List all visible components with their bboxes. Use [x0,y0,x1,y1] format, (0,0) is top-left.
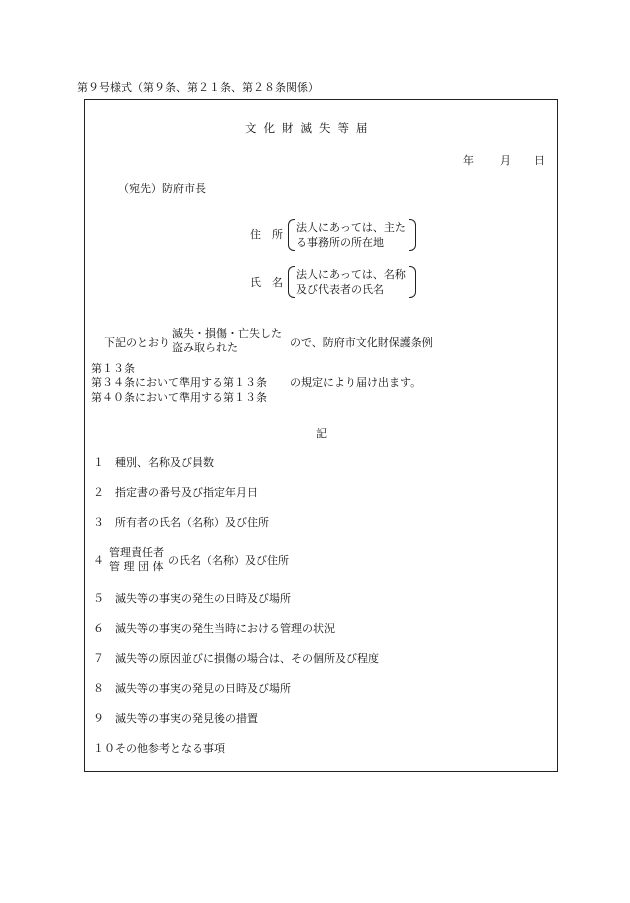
name-note [288,267,416,297]
statement-clause-3: 第４０条において準用する第１３条 [91,391,267,404]
item4-option-organization: 管 理 団 体 [109,560,164,573]
left-bracket [288,266,295,298]
address-label: 住 所 [250,228,283,241]
date-year-label: 年 [463,154,474,167]
list-item [93,683,291,694]
list-item [93,713,258,724]
item-text: 滅失等の事実の発見後の措置 [115,712,258,725]
item-number: １ [93,456,104,469]
addressee: （宛先）防府市長 [118,182,206,195]
item-text: 種別、名称及び員数 [115,456,214,469]
statement-clause-2: 第３４条において準用する第１３条 [91,376,267,389]
statement-option-lost: 滅失・損傷・亡失した [172,327,282,340]
form-number-label: 第９号様式（第９条、第２１条、第２８条関係） [77,81,319,94]
statement-prefix: 下記のとおり [104,336,170,349]
list-item [93,487,258,498]
list-item [93,457,214,468]
item-number: ４ [93,554,104,567]
item-number: ２ [93,486,104,499]
address-note-line2: る事務所の所在地 [296,236,384,249]
date-day-label: 日 [534,154,545,167]
item-number: ５ [93,592,104,605]
list-item [93,653,379,664]
item-text: 滅失等の事実の発生当時における管理の状況 [115,622,335,635]
list-item [93,593,291,604]
name-label: 氏 名 [250,276,283,289]
item-text: 指定書の番号及び指定年月日 [115,486,258,499]
item-text: 滅失等の原因並びに損傷の場合は、その個所及び程度 [115,652,379,665]
list-item [93,743,225,754]
address-note [288,220,416,250]
name-note-line2: 及び代表者の氏名 [296,283,384,296]
right-bracket [409,219,416,251]
date-month-label: 月 [500,154,511,167]
item4-text: の氏名（名称）及び住所 [168,554,289,567]
item-number: ６ [93,622,104,635]
statement-options [172,327,282,355]
address-note-line1: 法人にあっては、主た [296,221,406,234]
item-text: 滅失等の事実の発生の日時及び場所 [115,592,291,605]
item4-options [109,546,164,574]
item-text: 所有者の氏名（名称）及び住所 [115,516,269,529]
item4-option-manager: 管理責任者 [109,546,164,559]
name-note-line1: 法人にあっては、名称 [296,268,406,281]
statement-suffix: の規定により届け出ます。 [290,376,422,389]
item-number: ７ [93,652,104,665]
item-number: １０ [93,742,115,755]
document-title: 文化財滅失等届 [245,121,375,135]
list-item [93,623,335,634]
item-text: 滅失等の事実の発見の日時及び場所 [115,682,291,695]
statement-option-stolen: 盗み取られた [172,341,238,354]
item-text: その他参考となる事項 [115,742,225,755]
left-bracket [288,219,295,251]
item-number: ８ [93,682,104,695]
statement-middle: ので、防府市文化財保護条例 [290,336,433,349]
item-number: ３ [93,516,104,529]
item-number: ９ [93,712,104,725]
list-item [93,517,269,528]
ki-heading: 記 [316,427,327,440]
statement-clause-1: 第１３条 [91,362,135,375]
right-bracket [409,266,416,298]
